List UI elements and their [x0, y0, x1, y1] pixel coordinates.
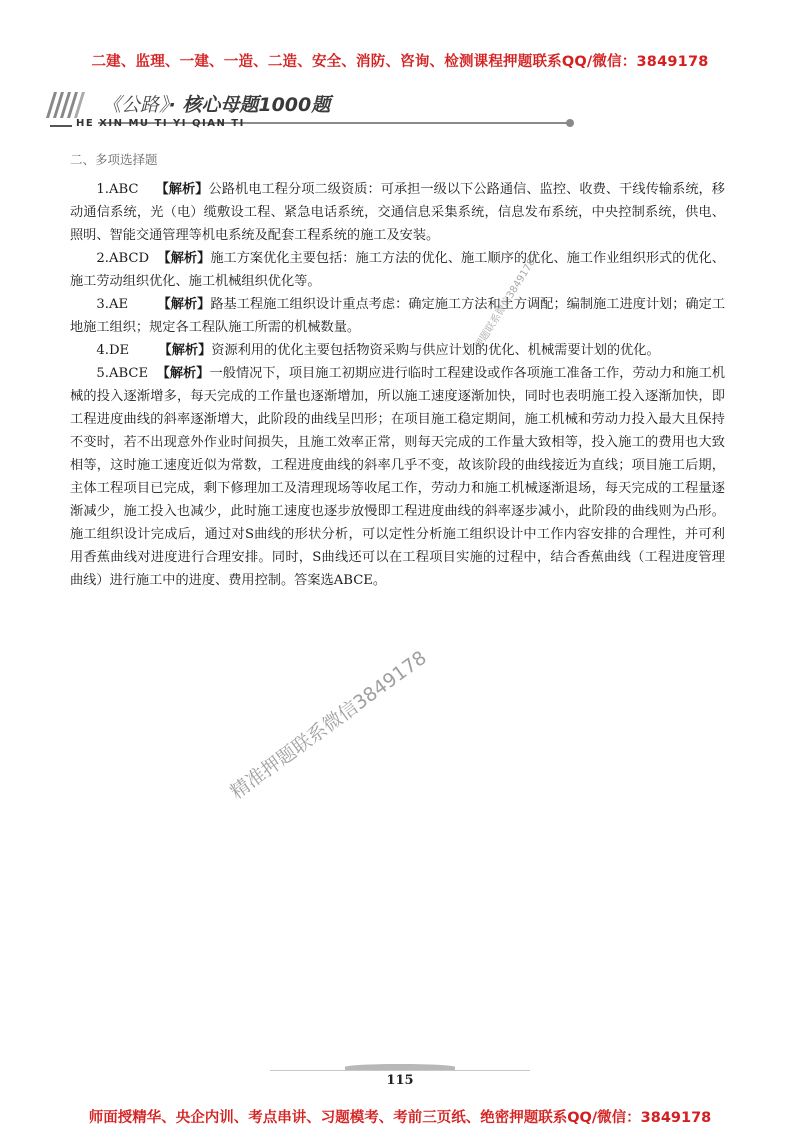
top-promo-banner: 二建、监理、一建、一造、二造、安全、消防、咨询、检测课程押题联系QQ/微信：3849178	[91, 54, 709, 70]
analysis-tag: 【解析】	[155, 182, 209, 197]
section-title: 二、多项选择题	[70, 152, 158, 167]
answer-item	[70, 362, 725, 592]
analysis-tag: 【解析】	[158, 343, 212, 358]
header-stripes-icon	[44, 92, 98, 118]
answer-list	[70, 178, 725, 592]
answer-text: 路基工程施工组织设计重点考虑：确定施工方法和土方调配；编制施工进度计划；确定工地施工组织；规定各工程队施工所需的机械数量。	[70, 297, 726, 335]
answer-number: 1.ABC	[96, 182, 139, 197]
analysis-tag: 【解析】	[157, 251, 211, 266]
answer-item	[70, 178, 725, 247]
pinyin-dash	[50, 125, 72, 127]
book-title-pinyin: HE XIN MU TI YI QIAN TI	[76, 118, 245, 129]
answer-item	[70, 339, 725, 362]
book-title	[102, 90, 330, 117]
page-number-rule	[270, 1070, 530, 1071]
answer-text: 一般情况下，项目施工初期应进行临时工程建设或作各项施工准备工作，劳动力和施工机械的投入逐渐增多，每天完成的工作量也逐渐增加，所以施工速度逐渐加快，同时也表明施工投入逐渐加快，即工程进度曲线的斜率逐渐增大，此阶段的曲线呈凹形；在项目施工稳定期间，施工机械和劳动力投入最大且保持不变时，若不出现意外作业时间损失，且施工效率正常，则每天完成的工作量大致相等，投入施工的费用也大致相等，这时施工速度近似为常数，工程进度曲线的斜率几乎不变，故该阶段的曲线接近为直线；项目施工后期，主体工程项目已完成，剩下修理加工及清理现场等收尾工作，劳动力和施工机械逐渐退场，每天完成的工程量逐渐减少，施工投入也减少，此时施工速度也逐步放慢即工程进度曲线的斜率逐步减小，此阶段的曲线则为凸形。施工组织设计完成后，通过对S曲线的形状分析，可以定性分析施工组织设计中工作内容安排的合理性，并可利用香蕉曲线对进度进行合理安排。同时，S曲线还可以在工程项目实施的过程中，结合香蕉曲线（工程进度管理曲线）进行施工中的进度、费用控制。答案选ABCE。	[70, 366, 726, 588]
watermark-large: 精准押题联系微信3849178	[226, 646, 431, 804]
page-number: 115	[386, 1073, 414, 1088]
answer-item	[70, 247, 725, 293]
book-header	[40, 88, 580, 143]
answer-number: 3.AE	[96, 297, 129, 312]
analysis-tag: 【解析】	[157, 297, 211, 312]
book-title-main: 《公路》	[102, 94, 169, 116]
header-dot-icon	[566, 119, 574, 127]
watermark-small: 押题联系微信3849178	[473, 256, 538, 352]
analysis-tag: 【解析】	[156, 366, 210, 381]
answer-text: 施工方案优化主要包括：施工方法的优化、施工顺序的优化、施工作业组织形式的优化、施工劳动组织优化、施工机械组织优化等。	[70, 251, 725, 289]
answer-text: 公路机电工程分项二级资质：可承担一级以下公路通信、监控、收费、干线传输系统，移动通信系统，光（电）缆敷设工程、紧急电话系统，交通信息采集系统，信息发布系统，中央控制系统，供电、照明、智能交通管理等机电系统及配套工程系统的施工及安装。	[70, 182, 725, 243]
answer-number: 5.ABCE	[96, 366, 149, 381]
answer-text: 资源利用的优化主要包括物资采购与供应计划的优化、机械需要计划的优化。	[211, 343, 660, 358]
answer-number: 4.DE	[96, 343, 130, 358]
bottom-promo-banner: 师面授精华、央企内训、考点串讲、习题模考、考前三页纸、绝密押题联系QQ/微信：3849178	[88, 1110, 712, 1126]
answer-item	[70, 293, 725, 339]
answer-number: 2.ABCD	[96, 251, 150, 266]
book-title-sub: · 核心母题1000题	[168, 94, 331, 116]
